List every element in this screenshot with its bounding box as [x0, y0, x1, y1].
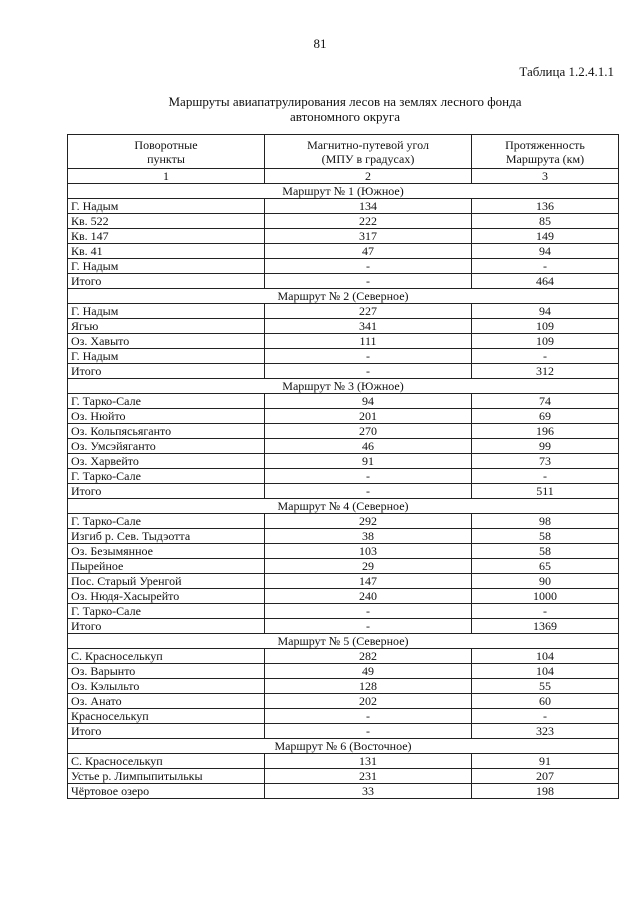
angle-cell: -: [265, 724, 472, 739]
table-row: [68, 619, 619, 634]
column-number-2: 2: [265, 169, 472, 184]
length-cell: -: [472, 469, 619, 484]
table-row: [68, 394, 619, 409]
point-cell: Устье р. Лимпыпитылькы: [68, 769, 265, 784]
angle-cell: 131: [265, 754, 472, 769]
route-header-row: [68, 289, 619, 304]
length-cell: 69: [472, 409, 619, 424]
length-cell: 109: [472, 334, 619, 349]
point-cell: Пос. Старый Уренгой: [68, 574, 265, 589]
angle-cell: 49: [265, 664, 472, 679]
table-row: [68, 784, 619, 799]
table-row: [68, 589, 619, 604]
angle-cell: 147: [265, 574, 472, 589]
point-cell: Оз. Безымянное: [68, 544, 265, 559]
point-cell: Ягью: [68, 319, 265, 334]
table-row: [68, 424, 619, 439]
route-header-row: [68, 184, 619, 199]
angle-cell: 134: [265, 199, 472, 214]
point-cell: Кв. 147: [68, 229, 265, 244]
column-number-3: 3: [472, 169, 619, 184]
angle-cell: 240: [265, 589, 472, 604]
point-cell: Г. Надым: [68, 349, 265, 364]
column-header-length-line-1: Протяженность: [505, 138, 585, 152]
point-cell: Оз. Кольпясьяганто: [68, 424, 265, 439]
angle-cell: 94: [265, 394, 472, 409]
point-cell: Кв. 41: [68, 244, 265, 259]
table-row: [68, 214, 619, 229]
column-header-angle-line-1: Магнитно-путевой угол: [307, 138, 429, 152]
column-header-length: [472, 135, 619, 169]
table-row: [68, 544, 619, 559]
routes-body: [68, 184, 619, 799]
route-header-row: [68, 634, 619, 649]
point-cell: Г. Тарко-Сале: [68, 394, 265, 409]
table-row: [68, 604, 619, 619]
length-cell: 94: [472, 244, 619, 259]
angle-cell: -: [265, 364, 472, 379]
table-number: Таблица 1.2.4.1.1: [519, 64, 614, 79]
angle-cell: -: [265, 709, 472, 724]
length-cell: -: [472, 604, 619, 619]
table-row: [68, 199, 619, 214]
point-cell: Оз. Хавыто: [68, 334, 265, 349]
length-cell: 60: [472, 694, 619, 709]
table-row: [68, 244, 619, 259]
angle-cell: 46: [265, 439, 472, 454]
angle-cell: -: [265, 619, 472, 634]
length-cell: 198: [472, 784, 619, 799]
point-cell: Итого: [68, 274, 265, 289]
length-cell: 74: [472, 394, 619, 409]
route-name: Маршрут № 6 (Восточное): [68, 739, 619, 754]
angle-cell: 222: [265, 214, 472, 229]
route-header-row: [68, 739, 619, 754]
column-number-row: [68, 169, 619, 184]
point-cell: Оз. Нюдя-Хасырейто: [68, 589, 265, 604]
table-row: [68, 709, 619, 724]
table-row: [68, 304, 619, 319]
table-row: [68, 754, 619, 769]
angle-cell: 341: [265, 319, 472, 334]
column-header-length-line-2: Маршрута (км): [505, 152, 585, 166]
table-row: [68, 664, 619, 679]
length-cell: 149: [472, 229, 619, 244]
angle-cell: 227: [265, 304, 472, 319]
length-cell: 1369: [472, 619, 619, 634]
routes-table: [67, 134, 619, 799]
length-cell: 1000: [472, 589, 619, 604]
angle-cell: 292: [265, 514, 472, 529]
document-title: [0, 94, 640, 124]
table-row: [68, 439, 619, 454]
column-number-1: 1: [68, 169, 265, 184]
length-cell: 65: [472, 559, 619, 574]
point-cell: Пырейное: [68, 559, 265, 574]
point-cell: Г. Тарко-Сале: [68, 469, 265, 484]
length-cell: 99: [472, 439, 619, 454]
length-cell: 55: [472, 679, 619, 694]
angle-cell: 47: [265, 244, 472, 259]
length-cell: 104: [472, 664, 619, 679]
angle-cell: 282: [265, 649, 472, 664]
point-cell: Г. Надым: [68, 259, 265, 274]
length-cell: 85: [472, 214, 619, 229]
column-header-angle: [265, 135, 472, 169]
page-number: 81: [313, 36, 327, 51]
point-cell: Красноселькуп: [68, 709, 265, 724]
point-cell: Итого: [68, 484, 265, 499]
column-header-angle-line-2: (МПУ в градусах): [321, 152, 415, 166]
length-cell: 58: [472, 529, 619, 544]
point-cell: Г. Тарко-Сале: [68, 514, 265, 529]
title-line-2: автономного округа: [290, 109, 400, 124]
point-cell: Оз. Варынто: [68, 664, 265, 679]
angle-cell: 38: [265, 529, 472, 544]
table-row: [68, 769, 619, 784]
angle-cell: -: [265, 484, 472, 499]
angle-cell: 91: [265, 454, 472, 469]
angle-cell: 202: [265, 694, 472, 709]
angle-cell: 128: [265, 679, 472, 694]
table-row: [68, 469, 619, 484]
table-row: [68, 454, 619, 469]
point-cell: Оз. Кэлыльто: [68, 679, 265, 694]
table-row: [68, 529, 619, 544]
point-cell: Оз. Харвейто: [68, 454, 265, 469]
table-row: [68, 274, 619, 289]
length-cell: 104: [472, 649, 619, 664]
point-cell: С. Красноселькуп: [68, 754, 265, 769]
point-cell: Чёртовое озеро: [68, 784, 265, 799]
angle-cell: -: [265, 349, 472, 364]
length-cell: -: [472, 709, 619, 724]
point-cell: Кв. 522: [68, 214, 265, 229]
length-cell: 94: [472, 304, 619, 319]
route-name: Маршрут № 5 (Северное): [68, 634, 619, 649]
angle-cell: 201: [265, 409, 472, 424]
length-cell: -: [472, 259, 619, 274]
length-cell: 98: [472, 514, 619, 529]
table-row: [68, 259, 619, 274]
length-cell: 207: [472, 769, 619, 784]
table-row: [68, 409, 619, 424]
point-cell: Г. Надым: [68, 199, 265, 214]
point-cell: Оз. Нюйто: [68, 409, 265, 424]
angle-cell: 33: [265, 784, 472, 799]
route-name: Маршрут № 3 (Южное): [68, 379, 619, 394]
length-cell: 58: [472, 544, 619, 559]
table-row: [68, 364, 619, 379]
angle-cell: -: [265, 469, 472, 484]
table-row: [68, 349, 619, 364]
route-name: Маршрут № 1 (Южное): [68, 184, 619, 199]
angle-cell: -: [265, 604, 472, 619]
angle-cell: 103: [265, 544, 472, 559]
table-row: [68, 229, 619, 244]
table-row: [68, 694, 619, 709]
angle-cell: 231: [265, 769, 472, 784]
length-cell: -: [472, 349, 619, 364]
angle-cell: 317: [265, 229, 472, 244]
length-cell: 511: [472, 484, 619, 499]
angle-cell: -: [265, 274, 472, 289]
length-cell: 73: [472, 454, 619, 469]
point-cell: Г. Тарко-Сале: [68, 604, 265, 619]
route-header-row: [68, 499, 619, 514]
length-cell: 312: [472, 364, 619, 379]
point-cell: Итого: [68, 619, 265, 634]
table-row: [68, 574, 619, 589]
route-header-row: [68, 379, 619, 394]
angle-cell: 111: [265, 334, 472, 349]
point-cell: Итого: [68, 724, 265, 739]
table-row: [68, 334, 619, 349]
column-header-row: [68, 135, 619, 169]
table-row: [68, 724, 619, 739]
column-header-points: [68, 135, 265, 169]
route-name: Маршрут № 2 (Северное): [68, 289, 619, 304]
point-cell: Итого: [68, 364, 265, 379]
length-cell: 91: [472, 754, 619, 769]
title-line-1: Маршруты авиапатрулирования лесов на землях лесного фонда: [168, 94, 522, 109]
length-cell: 196: [472, 424, 619, 439]
angle-cell: 270: [265, 424, 472, 439]
point-cell: Г. Надым: [68, 304, 265, 319]
column-header-points-line-1: Поворотные: [134, 138, 198, 152]
length-cell: 90: [472, 574, 619, 589]
point-cell: Оз. Умсэйяганто: [68, 439, 265, 454]
table-row: [68, 649, 619, 664]
angle-cell: -: [265, 259, 472, 274]
table-row: [68, 559, 619, 574]
table-row: [68, 484, 619, 499]
column-header-points-line-2: пункты: [147, 152, 185, 166]
length-cell: 109: [472, 319, 619, 334]
point-cell: С. Красноселькуп: [68, 649, 265, 664]
length-cell: 464: [472, 274, 619, 289]
length-cell: 323: [472, 724, 619, 739]
table-row: [68, 679, 619, 694]
point-cell: Оз. Анато: [68, 694, 265, 709]
table-row: [68, 514, 619, 529]
table-row: [68, 319, 619, 334]
length-cell: 136: [472, 199, 619, 214]
point-cell: Изгиб р. Сев. Тыдэотта: [68, 529, 265, 544]
route-name: Маршрут № 4 (Северное): [68, 499, 619, 514]
table-head: [68, 135, 619, 184]
angle-cell: 29: [265, 559, 472, 574]
